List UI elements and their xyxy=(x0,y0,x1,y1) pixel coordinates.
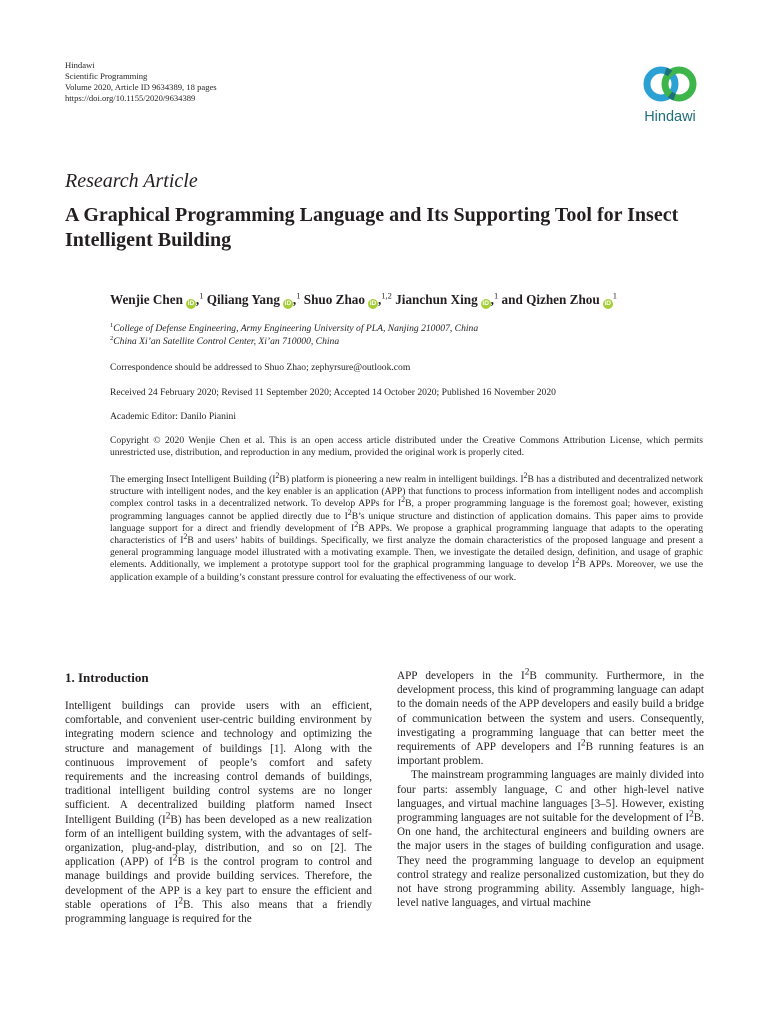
orcid-icon[interactable]: iD xyxy=(187,300,195,307)
affiliation-item: $^1$College of Defense Engineering, Army Engineering University of PLA, Nanjing 210007, China xyxy=(110,321,479,334)
publisher-name: Hindawi xyxy=(65,60,95,70)
orcid-icon[interactable]: iD xyxy=(604,300,611,307)
section-heading: 1. Introduction xyxy=(65,670,149,685)
body-column-left xyxy=(65,699,372,926)
author-affil-sup: 1 xyxy=(199,290,204,301)
journal-name: Scientific Programming xyxy=(65,71,148,81)
author-conjunction: and xyxy=(501,292,523,307)
correspondence-line: Correspondence should be addressed to Shuo Zhao; zephyrsure@outlook.com xyxy=(110,362,411,373)
author-list: Wenjie Chen iD ,$^1$ Qiliang Yang iD ,$^1$ Shuo Zhao iD ,$^{1,2}$ Jianchun Xing iD ,$^1$ and Qizhen Zhou $iD^1$ xyxy=(110,290,617,307)
affiliation-item: $^2$China Xi’an Satellite Control Center, Xi’an 710000, China xyxy=(110,334,340,347)
hindawi-rings-icon xyxy=(632,60,708,108)
journal-meta xyxy=(65,60,217,104)
orcid-icon[interactable]: iD xyxy=(284,300,292,307)
academic-editor: Academic Editor: Danilo Pianini xyxy=(110,411,237,422)
orcid-icon[interactable]: iD xyxy=(369,300,377,307)
author-affil-sup: 1 xyxy=(612,290,617,301)
author-name: Qizhen Zhou xyxy=(526,292,600,307)
hindawi-logo xyxy=(632,60,712,126)
abstract-text: The emerging Insect Intelligent Building $(I^2B)$ platform is pioneering a new realm in intelligent buildings. $I^2B$ has a distributed and decentralized network structure with intelligent nodes, and the key enabler is an application (APP) that functions to process information from intelligent nodes and accomplish complex control tasks in a decentralized network. To develop APPs for $I^2B$, a proper programming language is the foremost goal; however, existing programming languages cannot be applied directly due to $I^2B’s$ unique structure and distinction of application domains. This paper aims to provide language support for a direct and friendly development of $I^2B$ APPs. We propose a graphical programming language that adapts to the operating characteristics of $I^2B$ and users’ habits of buildings. Specifically, we first analyze the domain characteristics of the proposed language and present a general programming language model illustrated with a motivating example. Then, we investigate the detailed design, definition, and usage of graphic elements. Additionally, we implement a prototype support tool for the graphical programming language to develop $I^2B$ APPs. Moreover, we use the application example of a building’s constant pressure control for evaluating the effectiveness of our work. xyxy=(110,470,704,583)
author-name: Qiliang Yang xyxy=(206,292,280,307)
copyright-notice: Copyright © 2020 Wenjie Chen et al. This is an open access article distributed under the Creative Commons Attribution License, which permits unrestricted use, distribution, and reproduction in any medium, provided the original work is properly cited. xyxy=(110,435,703,459)
author-affil-sup: 1,2 xyxy=(381,290,392,301)
doi-link[interactable]: https://doi.org/10.1155/2020/9634389 xyxy=(65,93,196,103)
volume-info: Volume 2020, Article ID 9634389, 18 pages xyxy=(65,82,217,92)
affiliation-list xyxy=(110,322,478,348)
author-name: Wenjie Chen xyxy=(110,292,183,307)
body-paragraph: The mainstream programming languages are mainly divided into four parts: assembly language, C and other high-level native languages, and virtual machine languages [3–5]. However, existing programming languages are not suitable for the development of $I^2B$. On one hand, the architectural engineers and building owners are the major users in the stages of building configuration and usage. They need the programming language to develop an equipment control strategy and realize personalized customization, but they do not have strong programming ability. Assembly language, high-level native languages, and virtual machine xyxy=(397,769,704,910)
article-type: Research Article xyxy=(65,170,198,192)
author-affil-sup: 1 xyxy=(296,290,301,301)
author-affil-sup: 1 xyxy=(493,290,499,301)
paper-title: A Graphical Programming Language and Its Supporting Tool for Insect Intelligent Building xyxy=(65,204,679,251)
body-paragraph: APP developers in the $I^2B$ community. Furthermore, in the development process, this kind of programming language can adapt to the domain needs of the APP developers and easily build a bridge of communication between the system and users. Consequently, investigating a programming language that can better meet the requirements of APP developers and $I^2B$ running features is an important problem. xyxy=(397,667,704,768)
body-column-right xyxy=(397,669,704,910)
dates-line: Received 24 February 2020; Revised 11 September 2020; Accepted 14 October 2020; Published 16 November 2020 xyxy=(110,387,556,398)
author-name: Jianchun Xing xyxy=(395,292,478,307)
hindawi-logo-text: Hindawi xyxy=(644,109,696,125)
body-paragraph: Intelligent buildings can provide users with an efficient, comfortable, and convenient user-centric building environment by integrating modern science and technology and optimizing the structure and management of buildings [1]. Along with the continuous improvement of people’s comfort and safety requirements and the increasing control demands of buildings, traditional intelligent building control systems are no longer sufficient. A decentralized building platform named Insect Intelligent Building $(I^2B)$ has been developed as a new realization form of an intelligent building system, with the advantages of self-organization, plug-and-play, distribution, and so on [2]. The application (APP) of $I^2B$ is the control program to control and manage buildings and provide building services. Therefore, the development of the APP is a key part to ensure the efficient and stable operations of $I^2B$. This also means that a friendly programming language is required for the xyxy=(65,700,372,926)
author-name: Shuo Zhao xyxy=(303,292,365,307)
orcid-icon[interactable]: iD xyxy=(482,300,489,307)
